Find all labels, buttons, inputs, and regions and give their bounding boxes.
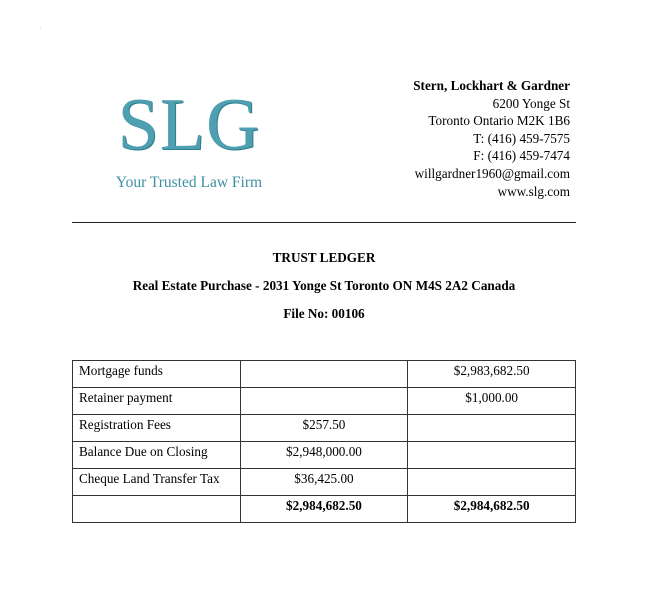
firm-name: Stern, Lockhart & Gardner	[413, 78, 570, 93]
row-description: Mortgage funds	[73, 361, 241, 388]
table-row	[73, 361, 576, 388]
totals-description	[73, 496, 241, 523]
totals-row	[73, 496, 576, 523]
row-credit	[408, 469, 576, 496]
row-debit: $36,425.00	[240, 469, 408, 496]
totals-debit: $2,984,682.50	[240, 496, 408, 523]
stray-mark	[40, 27, 41, 28]
document-subtitle: Real Estate Purchase - 2031 Yonge St Toronto ON M4S 2A2 Canada	[132, 278, 516, 293]
logo-mark: SLG	[117, 84, 261, 166]
table-row	[73, 442, 576, 469]
row-debit: $2,948,000.00	[240, 442, 408, 469]
firm-logo	[100, 84, 278, 192]
row-debit: $257.50	[240, 415, 408, 442]
row-description: Registration Fees	[73, 415, 241, 442]
row-debit	[240, 361, 408, 388]
logo-tagline: Your Trusted Law Firm	[115, 174, 263, 191]
firm-city: Toronto Ontario M2K 1B6	[428, 113, 570, 129]
firm-fax: F: (416) 459-7474	[473, 148, 570, 164]
firm-street: 6200 Yonge St	[492, 95, 570, 111]
row-credit	[408, 415, 576, 442]
trust-ledger-table	[72, 360, 576, 523]
table-row	[73, 469, 576, 496]
row-description: Retainer payment	[73, 388, 241, 415]
totals-credit: $2,984,682.50	[408, 496, 576, 523]
firm-website: www.slg.com	[497, 183, 570, 199]
row-credit	[408, 442, 576, 469]
row-debit	[240, 388, 408, 415]
row-credit: $1,000.00	[408, 388, 576, 415]
row-description: Cheque Land Transfer Tax	[73, 469, 241, 496]
table-row	[73, 415, 576, 442]
row-description: Balance Due on Closing	[73, 442, 241, 469]
firm-phone: T: (416) 459-7575	[473, 130, 570, 146]
firm-address-block	[413, 77, 570, 200]
file-number: File No: 00106	[283, 306, 365, 321]
document-title: TRUST LEDGER	[272, 250, 376, 265]
firm-email: willgardner1960@gmail.com	[414, 165, 570, 181]
table-row	[73, 388, 576, 415]
row-credit: $2,983,682.50	[408, 361, 576, 388]
header-divider	[72, 222, 576, 223]
